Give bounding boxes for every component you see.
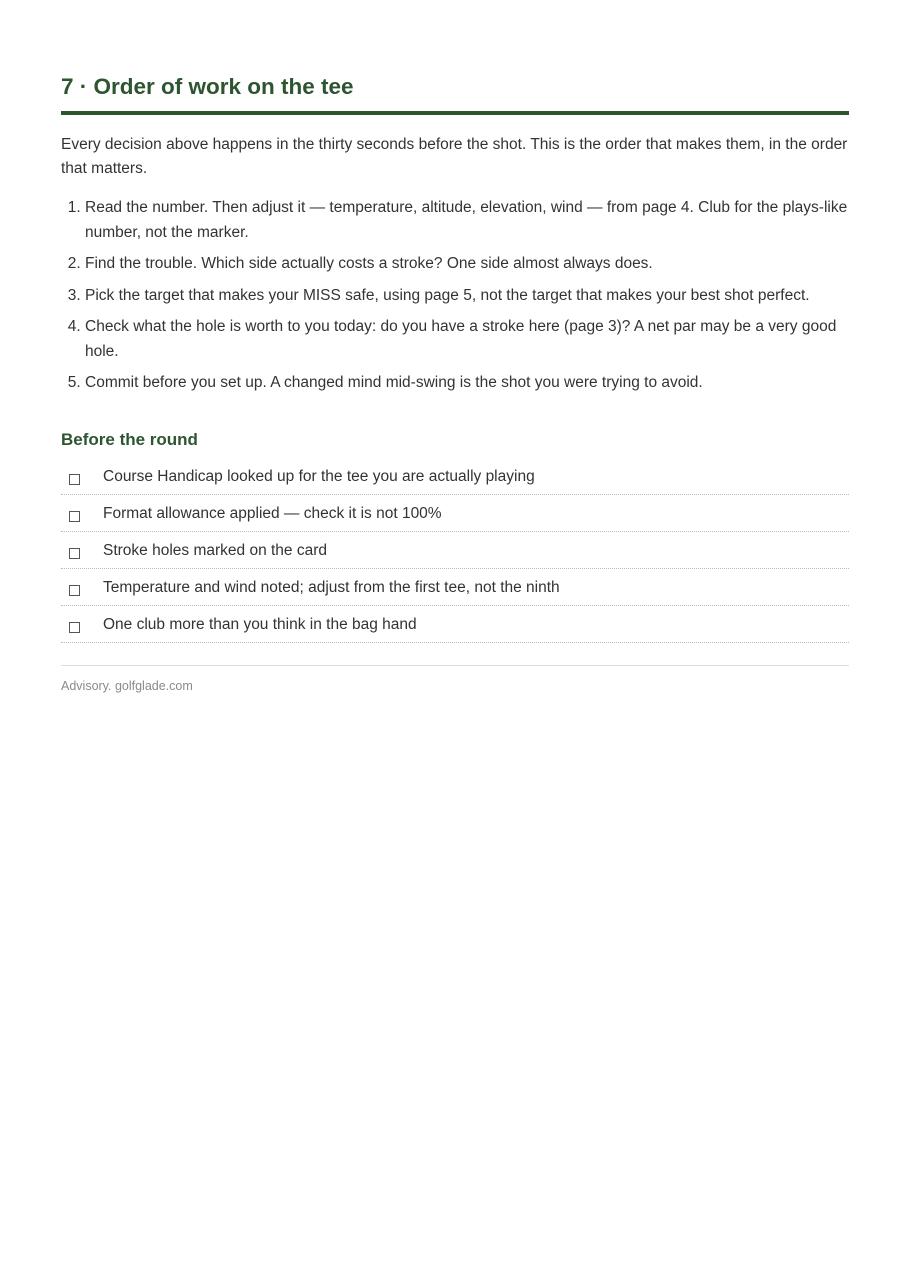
checkbox-icon[interactable] — [69, 511, 80, 522]
checklist-item-label: One club more than you think in the bag hand — [103, 615, 417, 633]
footer-divider — [61, 665, 849, 666]
step-item-2: 2. Find the trouble. Which side actually costs a stroke? One side almost always does. — [85, 252, 849, 277]
checklist-item-label: Stroke holes marked on the card — [103, 541, 328, 559]
checklist-item — [61, 532, 849, 569]
steps-list — [61, 196, 849, 396]
checklist-item-label: Temperature and wind noted; adjust from the first tee, not the ninth — [103, 578, 560, 596]
checkbox-icon[interactable] — [69, 548, 80, 559]
footer-text: Advisory. golfglade.com — [61, 678, 193, 693]
checklist-item — [61, 606, 849, 643]
step-item-1: 1. Read the number. Then adjust it — temperature, altitude, elevation, wind — from page 4. Club for the plays-like number, not the marker. — [85, 196, 849, 245]
checklist-title: Before the round — [61, 429, 198, 449]
checkbox-icon[interactable] — [69, 585, 80, 596]
checklist-item — [61, 495, 849, 532]
step-item-3: 3. Pick the target that makes your MISS safe, using page 5, not the target that makes your best shot perfect. — [85, 284, 849, 309]
step-item-4: 4. Check what the hole is worth to you today: do you have a stroke here (page 3)? A net par may be a very good hole. — [85, 315, 849, 364]
checklist-item-label: Format allowance applied — check it is not 100% — [103, 504, 442, 522]
checkbox-icon[interactable] — [69, 622, 80, 633]
checklist — [61, 458, 849, 643]
step-item-5: 5. Commit before you set up. A changed mind mid-swing is the shot you were trying to avoid. — [85, 371, 849, 396]
intro-paragraph: Every decision above happens in the thirty seconds before the shot. This is the order that makes them, in the order that matters. — [61, 136, 848, 177]
checklist-item-label: Course Handicap looked up for the tee you are actually playing — [103, 467, 535, 485]
checklist-item — [61, 569, 849, 606]
section-title: 7 · Order of work on the tee — [61, 72, 849, 115]
checklist-item — [61, 458, 849, 495]
checkbox-icon[interactable] — [69, 474, 80, 485]
